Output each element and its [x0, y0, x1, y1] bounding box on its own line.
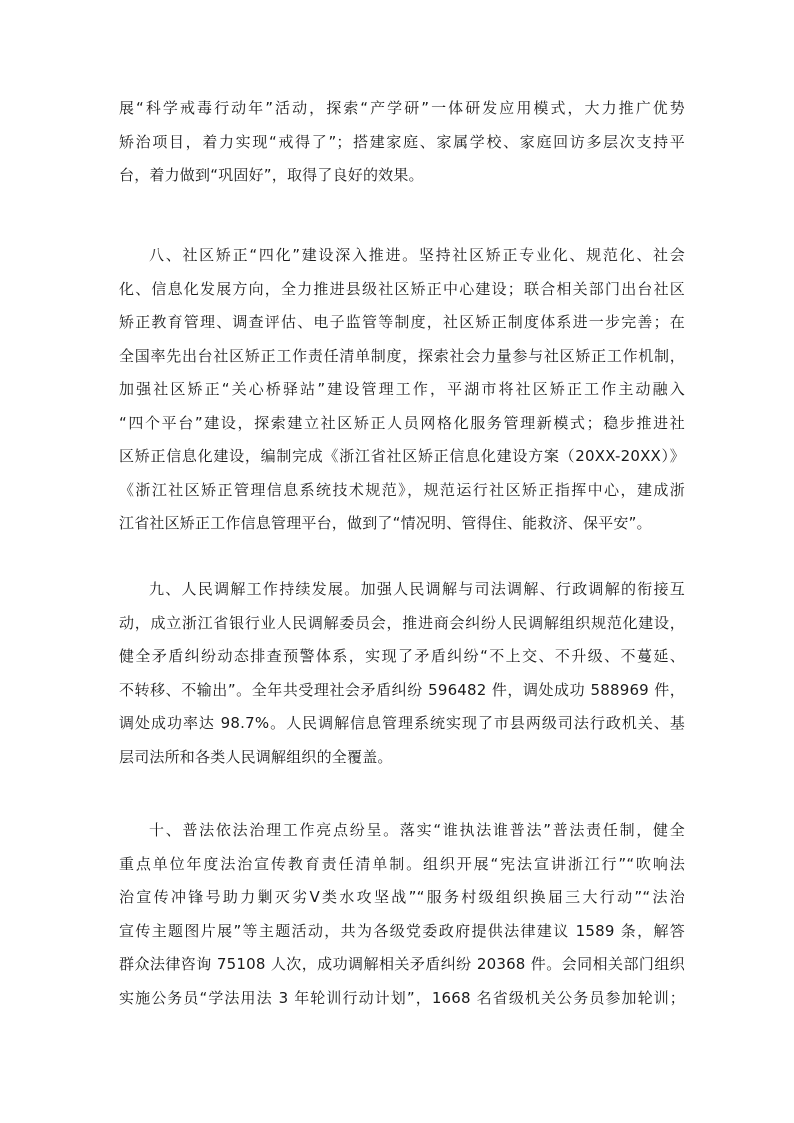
text-line: 九、人民调解工作持续发展。加强人民调解与司法调解、行政调解的衔接互: [149, 580, 685, 598]
text-line: 台，着力做到“巩固好”，取得了良好的效果。: [119, 166, 424, 184]
paragraph-legal-education: [119, 814, 685, 1015]
text-line: 江省社区矫正工作信息管理平台，做到了“情况明、管得住、能救济、保平安”。: [119, 514, 652, 532]
text-line: “四个平台”建设，探索建立社区矫正人员网格化服务管理新模式；稳步推进社: [119, 413, 685, 432]
text-line: 治宣传冲锋号助力剿灭劣Ⅴ类水攻坚战”“服务村级组织换届三大行动”“法治: [119, 888, 685, 906]
text-line: 区矫正信息化建设，编制完成《浙江省社区矫正信息化建设方案（20XX-20XX）》: [119, 447, 685, 465]
text-line: 不转移、不输出”。全年共受理社会矛盾纠纷 596482 件，调处成功 588969 件，: [119, 680, 685, 699]
text-line: 矫正教育管理、调查评估、电子监管等制度，社区矫正制度体系进一步完善；在: [119, 313, 685, 331]
text-line: 八、社区矫正“四化”建设深入推进。坚持社区矫正专业化、规范化、社会: [149, 246, 685, 264]
text-line: 加强社区矫正“关心桥驿站”建设管理工作，平湖市将社区矫正工作主动融入: [119, 380, 685, 398]
text-line: 群众法律咨询 75108 人次，成功调解相关矛盾纠纷 20368 件。会同相关部门组织: [119, 955, 685, 973]
text-line: 动，成立浙江省银行业人民调解委员会，推进商会纠纷人民调解组织规范化建设，: [119, 613, 685, 632]
text-line: 《浙江社区矫正管理信息系统技术规范》，规范运行社区矫正指挥中心，建成浙: [119, 480, 685, 499]
text-line: 全国率先出台社区矫正工作责任清单制度，探索社会力量参与社区矫正工作机制，: [119, 346, 685, 365]
text-line: 重点单位年度法治宣传教育责任清单制。组织开展“宪法宣讲浙江行”“吹响法: [119, 854, 685, 873]
text-line: 层司法所和各类人民调解组织的全覆盖。: [119, 747, 393, 766]
text-line: 调处成功率达 98.7%。人民调解信息管理系统实现了市县两级司法行政机关、基: [119, 714, 685, 732]
text-line: 展“科学戒毒行动年”活动，探索“产学研”一体研发应用模式，大力推广优势: [119, 99, 685, 117]
paragraph-community-correction: [119, 239, 685, 541]
text-line: 十、普法依法治理工作亮点纷呈。落实“谁执法谁普法”普法责任制，健全: [149, 821, 685, 839]
paragraph-people-mediation: [119, 573, 685, 774]
text-line: 宣传主题图片展”等主题活动，共为各级党委政府提供法律建议 1589 条，解答: [119, 921, 685, 940]
paragraph-continuation: [119, 92, 685, 193]
text-line: 实施公务员“学法用法 3 年轮训行动计划”，1668 名省级机关公务员参加轮训；: [119, 988, 685, 1007]
text-line: 化、信息化发展方向，全力推进县级社区矫正中心建设；联合相关部门出台社区: [119, 279, 685, 298]
text-line: 健全矛盾纠纷动态排查预警体系，实现了矛盾纠纷“不上交、不升级、不蔓延、: [119, 647, 685, 665]
text-line: 矫治项目，着力实现“戒得了”；搭建家庭、家属学校、家庭回访多层次支持平: [119, 132, 685, 151]
